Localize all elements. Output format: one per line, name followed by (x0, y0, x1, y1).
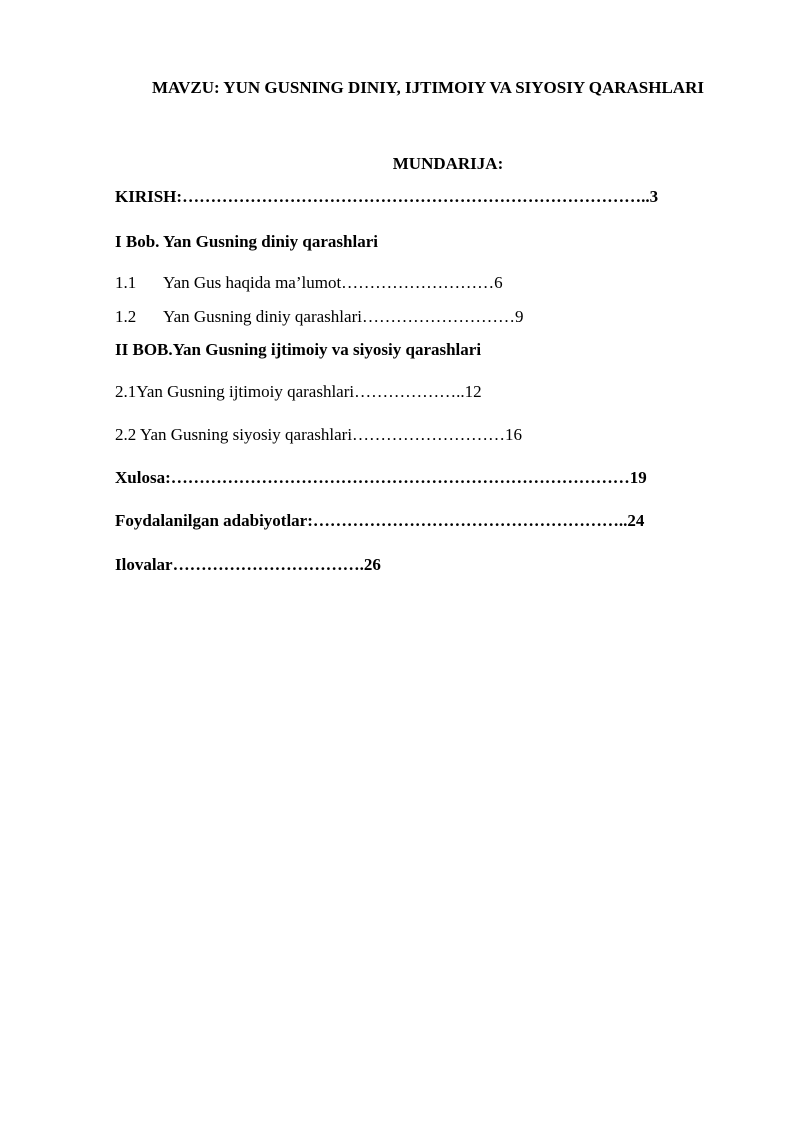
toc-entry-chapter-2: II BOB.Yan Gusning ijtimoiy va siyosiy qarashlari (115, 340, 482, 359)
toc-entry-kirish: KIRISH:………………………………………………………………………..3 (115, 187, 659, 206)
document-title: MAVZU: YUN GUSNING DINIY, IJTIMOIY VA SIYOSIY QARASHLARI (152, 78, 704, 97)
section-number: 1.1 (115, 273, 137, 292)
toc-entry-ilovalar: Ilovalar…………………………….26 (115, 555, 381, 574)
toc-heading: MUNDARIJA: (392, 154, 504, 173)
toc-entry-adabiyotlar: Foydalanilgan adabiyotlar:………………………………………………..24 (115, 511, 645, 530)
toc-entry-section-1-2 (115, 307, 523, 327)
section-title: Yan Gusning diniy qarashlari………………………9 (163, 307, 524, 326)
section-title: Yan Gus haqida ma’lumot………………………6 (163, 273, 503, 292)
toc-entry-section-2-1: 2.1Yan Gusning ijtimoiy qarashlari………………..12 (115, 382, 482, 401)
toc-entry-chapter-1: I Bob. Yan Gusning diniy qarashlari (115, 232, 378, 251)
toc-entry-section-1-1 (115, 273, 503, 293)
section-number: 1.2 (115, 307, 137, 326)
toc-entry-section-2-2: 2.2 Yan Gusning siyosiy qarashlari………………………16 (115, 425, 523, 444)
toc-entry-xulosa: Xulosa:………………………………………………………………………19 (115, 468, 647, 487)
